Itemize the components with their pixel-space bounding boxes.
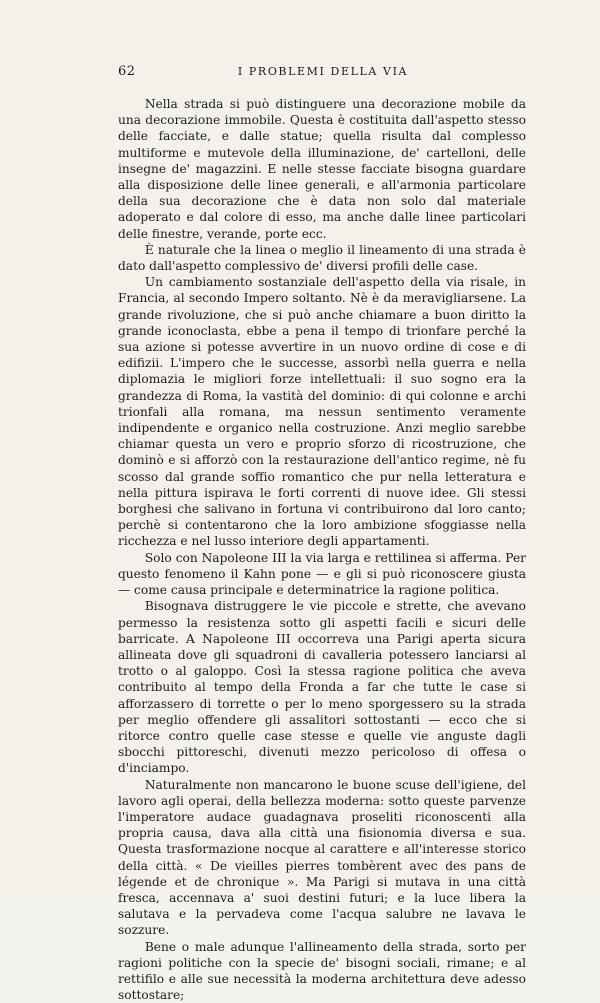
- paragraph: Bisognava distruggere le vie piccole e strette, che avevano permesso la resistenza sotto gli aspetti facili e sicuri delle barricate. A Napoleone III occorreva una Parigi aperta sicura allineata dove gli squadroni di cavalleria potessero lanciarsi al trotto o al galoppo. Così la stessa ragione politica che aveva contribuito al tempo della Fronda a far che tutte le case si afforzassero di torrette o per lo meno sporgessero su la strada per meglio offendere gli assalitori sottostanti — ecco che si ritorce contro quelle case stesse e quelle vie anguste dagli sbocchi pittoreschi, divenuti mezzo pericoloso di offesa o d'inciampo.: [118, 599, 526, 776]
- paragraph: Nella strada si può distinguere una decorazione mobile da una decorazione immobile. Questa è costituita dall'aspetto stesso delle facciate, e dalle statue; quella risulta dal complesso multiforme e mutevole della illuminazione, de' cartelloni, delle insegne de' magazzini. E nelle stesse facciate bisogna guardare alla disposizione delle linee generali, e all'armonia particolare della sua decorazione che è data non solo dal materiale adoperato e dal colore di esso, ma anche dalle linee particolari delle finestre, verande, porte ecc.: [118, 97, 526, 241]
- running-head: [118, 64, 528, 82]
- paragraph: È naturale che la linea o meglio il lineamento di una strada è dato dall'aspetto complessivo de' diversi profili delle case.: [118, 242, 526, 274]
- running-title: I PROBLEMI DELLA VIA: [237, 65, 409, 78]
- paragraph: Bene o male adunque l'allineamento della strada, sorto per ragioni politiche con la specie de' bisogni sociali, rimane; e al rettifilo e alle sue necessità la moderna architettura deve adesso sottostare;: [118, 939, 526, 1003]
- paragraph: Un cambiamento sostanziale dell'aspetto della via risale, in Francia, al secondo Impero soltanto. Nè è da meravigliarsene. La grande rivoluzione, che si può anche chiamare a buon diritto la grande iconoclasta, ebbe a pena il tempo di trionfare perché la sua azione si potesse avvertire in un nuovo ordine di cose e di edifizii. L'impero che le successe, assorbì nella guerra e nella diplomazia le migliori forze intellettuali: il suo sogno era la grandezza di Roma, la vastità del dominio: di qui colonne e archi trionfali alla romana, ma nessun sentimento veramente indipendente e organico nella costruzione. Anzi meglio sarebbe chiamar questa un vero e proprio sforzo di ricostruzione, che dominò e si afforzò con la restaurazione dell'antico regime, nè fu scosso dal grande soffio romantico che pur nella letteratura e nella pittura ispirava le forti correnti di nuove idee. Gli stessi borghesi che salivano in fortuna vi contribuirono dal loro canto; perchè si contentarono che la loro ambizione sfoggiasse nella ricchezza e nel lusso interiore degli appartamenti.: [118, 275, 526, 549]
- paragraph: Naturalmente non mancarono le buone scuse dell'igiene, del lavoro agli operai, della bellezza moderna: sotto queste parvenze l'imperatore audace guadagnava proseliti riconoscenti alla propria causa, dava alla città una fisionomia diversa e sua. Questa trasformazione nocque al carattere e all'interesse storico della città. « De vieilles pierres tombèrent avec des pans de légende et de chronique ». Ma Parigi si mutava in una città fresca, accennava a' suoi destini futuri; e la luce libera la salutava e la pervadeva come l'acqua salubre ne lavava le sozzure.: [118, 777, 526, 938]
- page-number: 62: [118, 64, 136, 79]
- body-text: [118, 96, 526, 1003]
- paragraph: Solo con Napoleone III la via larga e rettilinea si afferma. Per questo fenomeno il Kahn pone — e gli si può riconoscere giusta — come causa principale e determinatrice la ragione politica.: [118, 550, 526, 598]
